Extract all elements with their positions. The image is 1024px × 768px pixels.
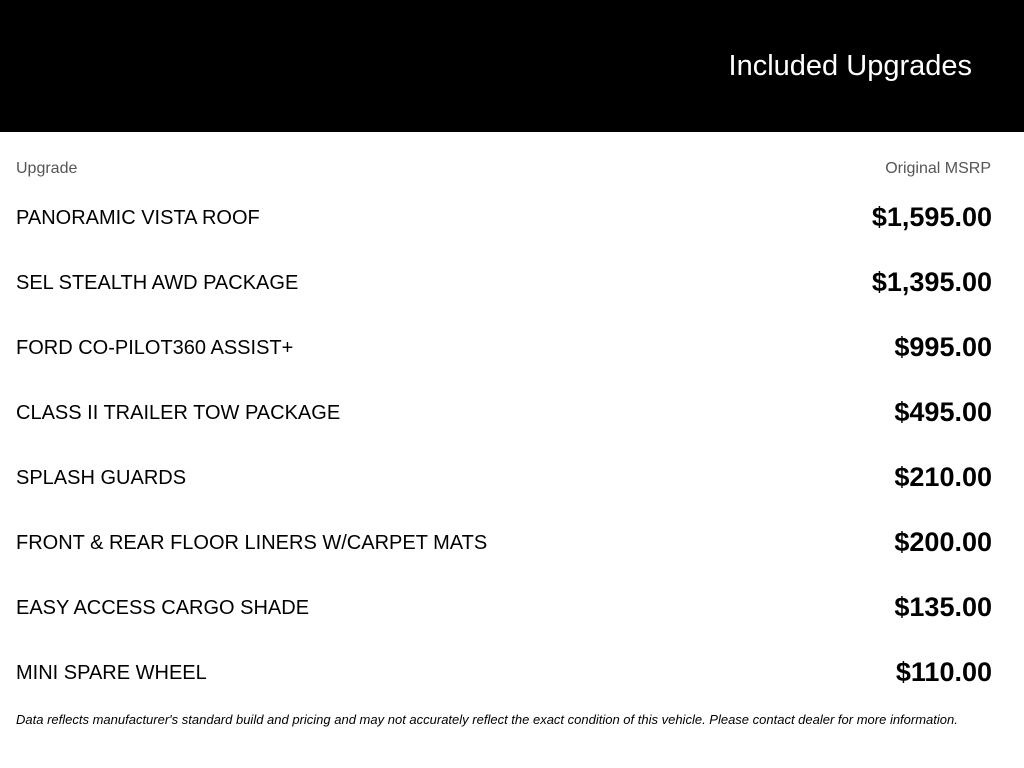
- upgrade-name: MINI SPARE WHEEL: [16, 662, 207, 684]
- upgrade-price: $1,595.00: [871, 202, 992, 232]
- upgrade-name: PANORAMIC VISTA ROOF: [16, 207, 260, 229]
- header-banner: [0, 0, 1024, 132]
- table-row: [16, 582, 992, 647]
- table-row: [16, 322, 992, 387]
- upgrade-name: FRONT & REAR FLOOR LINERS W/CARPET MATS: [16, 532, 488, 554]
- disclaimer-text: Data reflects manufacturer's standard build and pricing and may not accurately reflect the exact condition of this vehicle. Please contact dealer for more information.: [16, 712, 958, 727]
- upgrade-price: $995.00: [894, 332, 992, 362]
- upgrade-name: CLASS II TRAILER TOW PACKAGE: [16, 402, 341, 424]
- column-header-msrp: Original MSRP: [885, 160, 991, 177]
- upgrade-name: SEL STEALTH AWD PACKAGE: [16, 272, 299, 294]
- page-title: Included Upgrades: [728, 50, 972, 82]
- upgrade-name: SPLASH GUARDS: [16, 467, 187, 489]
- table-row: [16, 257, 992, 322]
- upgrade-price: $495.00: [894, 397, 992, 427]
- column-header-upgrade: Upgrade: [16, 160, 78, 177]
- table-row: [16, 192, 992, 257]
- table-row: [16, 387, 992, 452]
- upgrade-name: FORD CO-PILOT360 ASSIST+: [16, 337, 294, 359]
- table-row: [16, 517, 992, 582]
- upgrade-name: EASY ACCESS CARGO SHADE: [16, 597, 310, 619]
- upgrade-price: $200.00: [894, 527, 992, 557]
- upgrade-price: $135.00: [894, 592, 992, 622]
- table-row: [16, 452, 992, 517]
- upgrade-price: $1,395.00: [871, 267, 992, 297]
- upgrade-price: $110.00: [895, 657, 992, 687]
- upgrade-list: [16, 192, 992, 712]
- upgrade-price: $210.00: [894, 462, 992, 492]
- table-header: [16, 160, 992, 180]
- table-row: [16, 647, 992, 712]
